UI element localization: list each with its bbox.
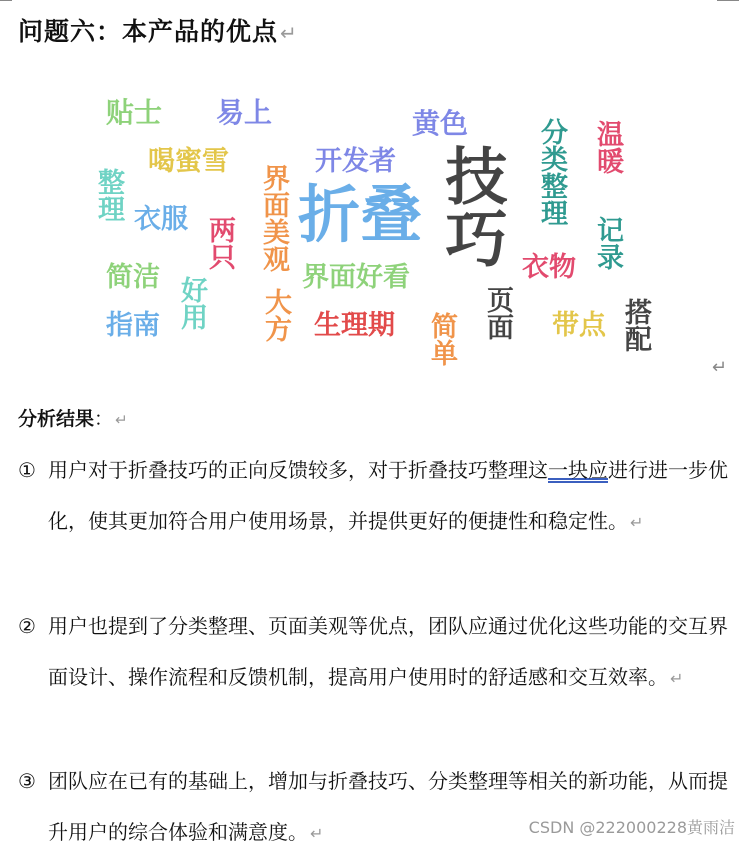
document-title	[18, 12, 298, 48]
list-item-text	[48, 756, 738, 859]
cloud-word: 记录	[592, 216, 623, 270]
paragraph-mark-icon: ↵	[670, 669, 684, 688]
list-item-number: ①	[18, 458, 36, 482]
paragraph-mark-icon: ↵	[711, 357, 727, 378]
cloud-word: 折叠	[298, 178, 423, 251]
cloud-word: 喝蜜雪	[148, 146, 229, 177]
paragraph-mark-icon: ↵	[310, 824, 324, 843]
list-item	[18, 445, 738, 548]
list-item-text-part: 进行进一步优化，使其更加符合用户使用场景，并提供更好的便捷性和稳定性。	[48, 458, 728, 533]
section-title	[18, 404, 128, 431]
list-item-text-part: 用户对于折叠技巧的正向反馈较多，对于折叠技巧整理这	[48, 458, 548, 482]
paragraph-mark-icon: ↵	[280, 21, 298, 45]
cloud-word: 界面好看	[302, 262, 410, 293]
cloud-word: 好用	[176, 276, 207, 330]
word-cloud-image	[0, 80, 749, 380]
cloud-word: 贴士	[106, 96, 163, 129]
page-corner-right	[717, 0, 739, 1]
list-item-text	[48, 445, 738, 548]
section-title-colon: ：	[94, 408, 114, 430]
list-item-text	[48, 601, 738, 704]
list-item-text-part: 团队应在已有的基础上，增加与折叠技巧、分类整理等相关的新功能，从而提升用户的综合体验和满意度。	[48, 769, 728, 844]
cloud-word: 生理期	[314, 310, 395, 341]
cloud-word: 开发者	[315, 146, 396, 177]
underlined-text: 一块应	[548, 458, 608, 482]
cloud-word: 指南	[106, 310, 160, 341]
list-item-number: ②	[18, 614, 36, 638]
list-item	[18, 756, 738, 859]
cloud-word: 黄色	[412, 107, 469, 140]
cloud-word: 技巧	[435, 144, 508, 268]
cloud-word: 搭配	[620, 298, 651, 352]
list-item-number: ③	[18, 769, 36, 793]
cloud-word: 带点	[552, 310, 606, 341]
cloud-word: 界面美观	[258, 164, 289, 272]
section-title-text: 分析结果	[18, 408, 95, 430]
cloud-word: 两只	[204, 216, 235, 270]
cloud-word: 易上	[216, 96, 273, 129]
cloud-word: 衣物	[522, 252, 576, 283]
paragraph-mark-icon: ↵	[115, 411, 128, 429]
watermark: CSDN @222000228黄雨洁	[528, 818, 735, 837]
cloud-word: 温暖	[592, 120, 623, 174]
list-item-text-part: 用户也提到了分类整理、页面美观等优点，团队应通过优化这些功能的交互界面设计、操作流程和反馈机制，提高用户使用时的舒适感和交互效率。	[48, 614, 728, 689]
cloud-word: 简单	[426, 312, 457, 366]
cloud-word: 大方	[260, 288, 291, 342]
page-corner-left	[0, 0, 12, 1]
cloud-word: 简洁	[106, 262, 160, 293]
cloud-word: 整理	[93, 168, 124, 222]
cloud-word: 分类整理	[536, 118, 567, 226]
cloud-word: 页面	[482, 286, 513, 340]
list-item	[18, 601, 738, 704]
document-title-text: 问题六：本产品的优点	[18, 17, 279, 46]
cloud-word: 衣服	[134, 204, 188, 235]
paragraph-mark-icon: ↵	[630, 513, 644, 532]
